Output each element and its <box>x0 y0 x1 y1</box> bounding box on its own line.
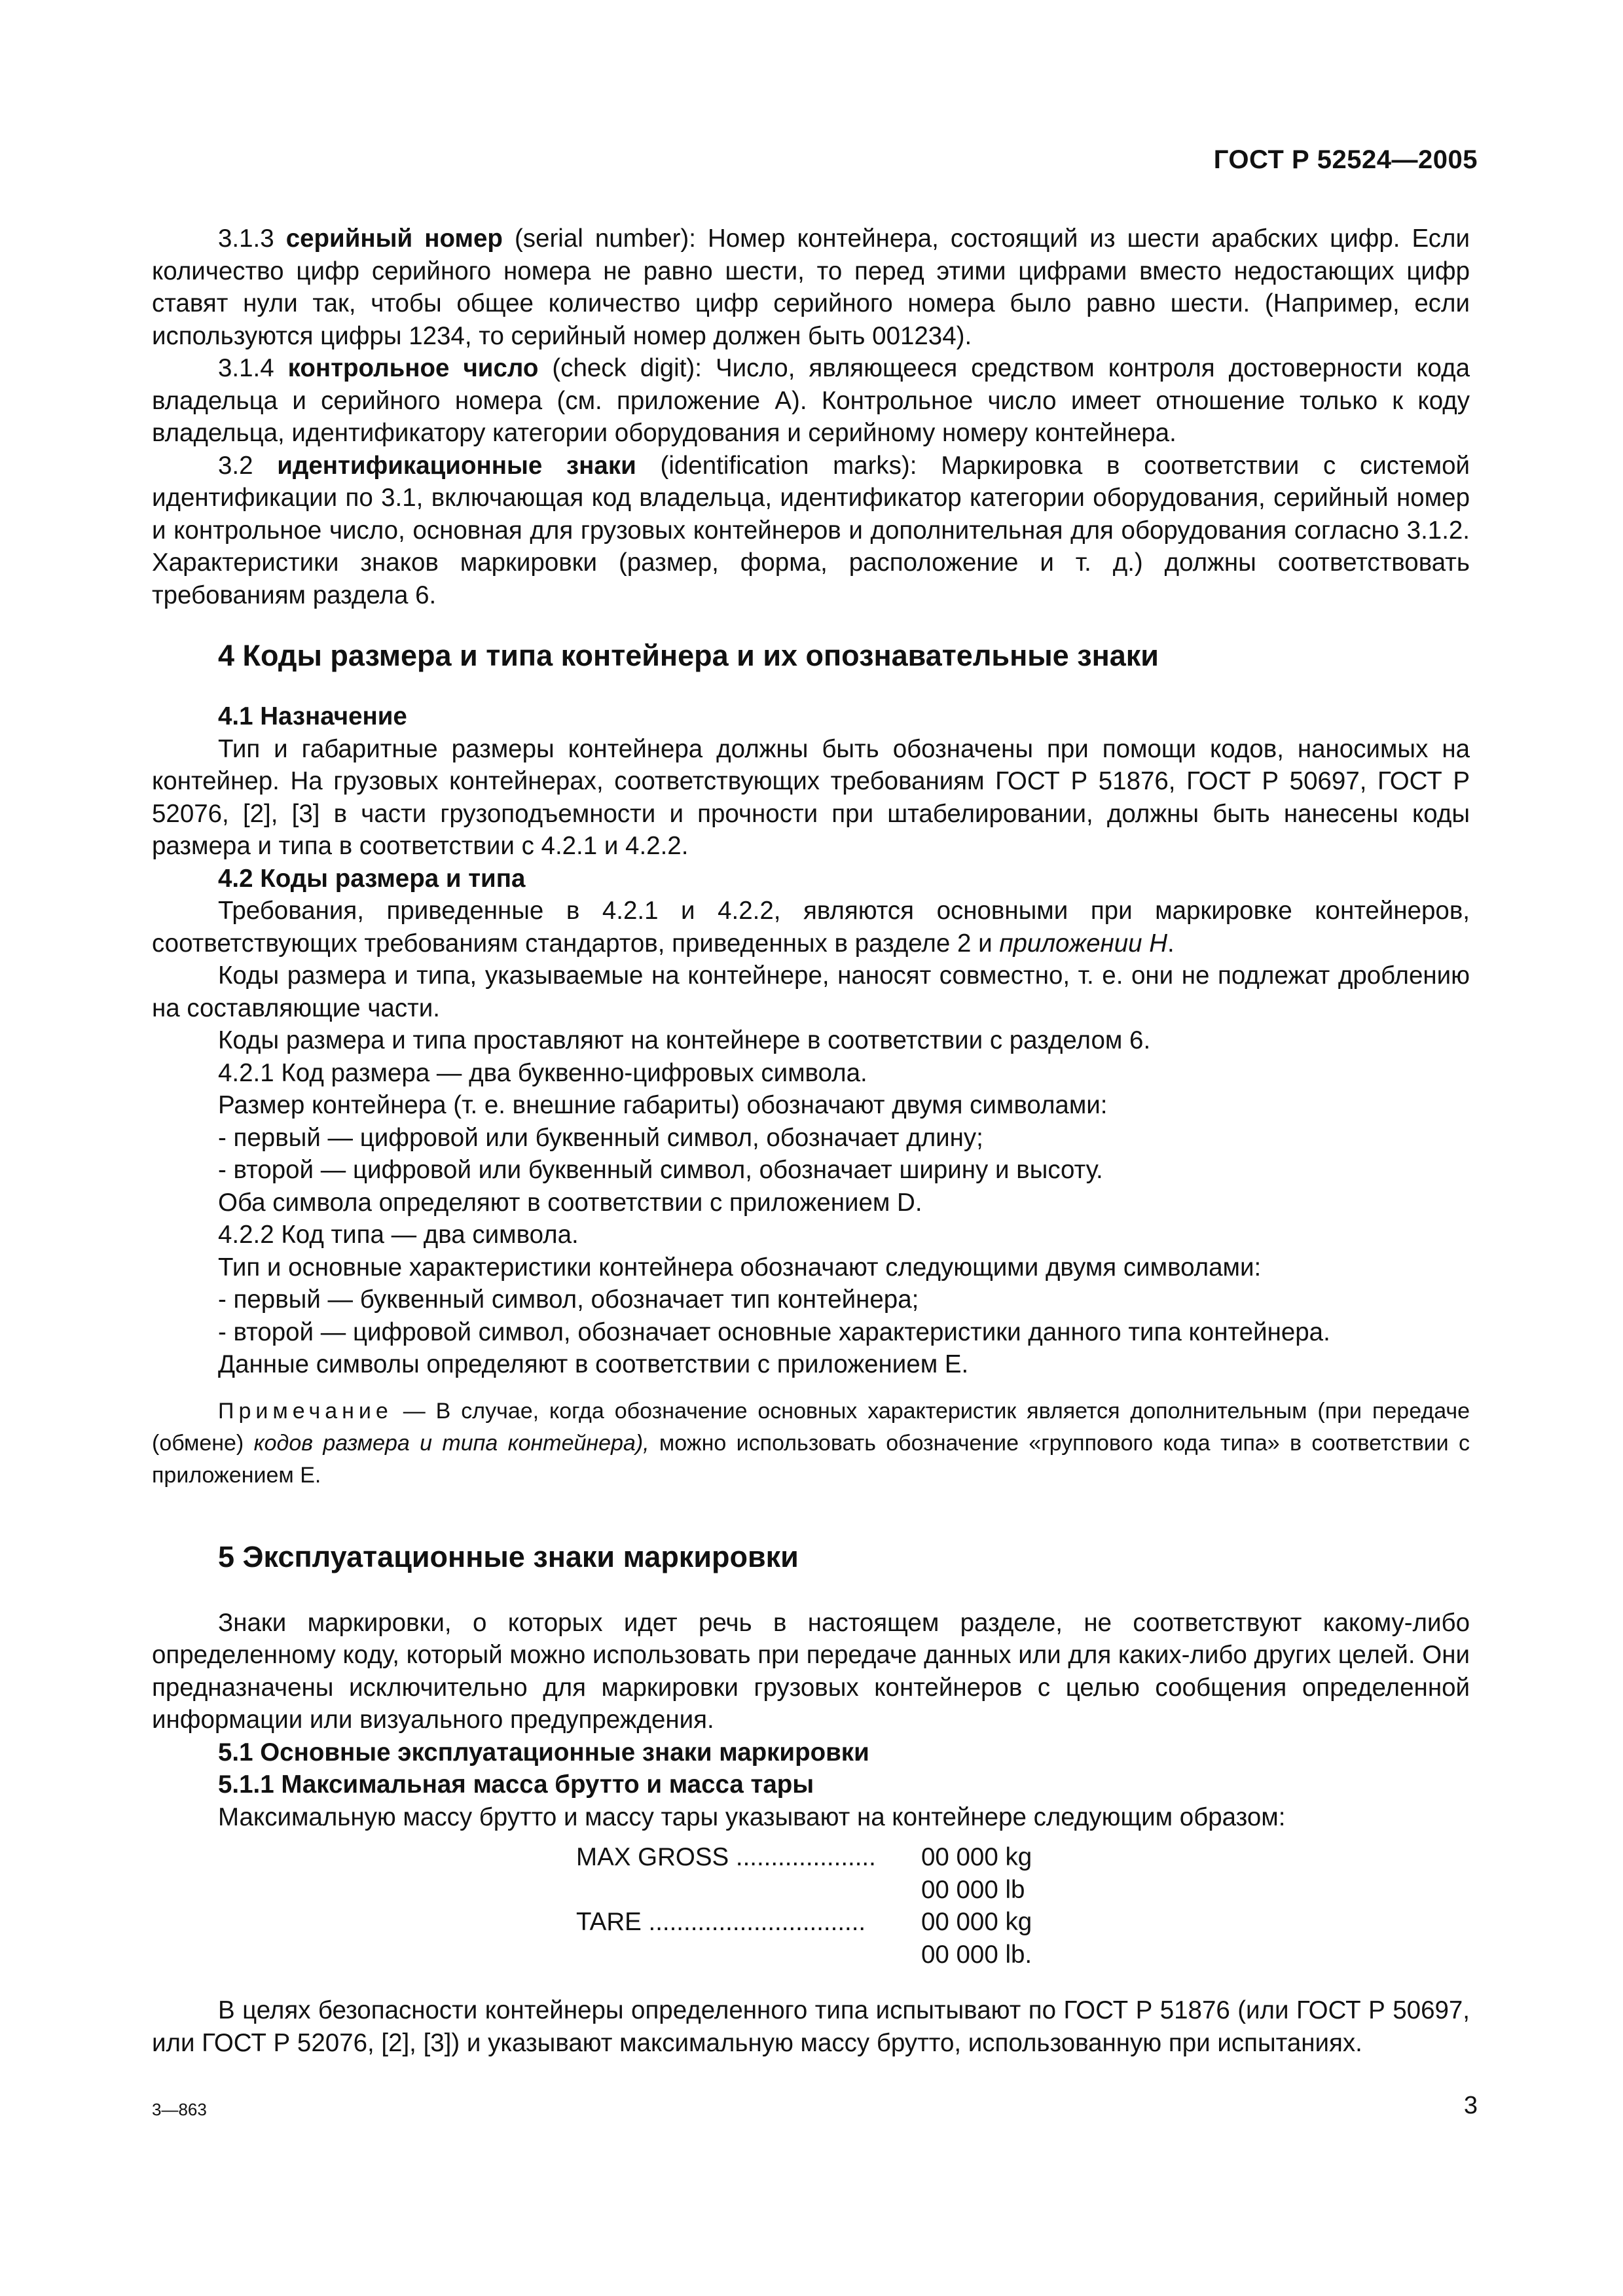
clause-4-2-2-text: Тип и основные характеристики контейнера обозначают следующими двумя символами: <box>218 1253 1262 1282</box>
paragraph-5-1-1: Максимальную массу брутто и массу тары указывают на контейнере следующим образом: <box>218 1803 1286 1831</box>
mass-value: 00 000 lb. <box>921 1940 1032 1969</box>
mass-value: 00 000 kg <box>921 1908 1032 1936</box>
note <box>152 1395 1470 1492</box>
note-text: — В случае, когда обозначение основных характеристик является дополнительным (при передаче (обмене) <box>152 1398 1470 1456</box>
subsection-5-1-1-title: 5.1.1 Максимальная масса брутто и масса тары <box>218 1770 814 1799</box>
subsection-4-2-heading <box>152 863 1470 895</box>
clause-4-2-1-annex-ref: Оба символа определяют в соответствии с приложением D. <box>218 1188 922 1217</box>
standard-code-header: ГОСТ Р 52524—2005 <box>1213 145 1478 174</box>
definition-text: (serial number): Номер контейнера, состоящий из шести арабских цифр. Если количество цифр серийного номера не равно шести, то перед этими цифрами вместо недостающих цифр ставят нули так, чтобы общее количество цифр серийного номера было равно шести. (Например, если используются цифры 1234, то серийный номер должен быть 001234). <box>152 224 1470 350</box>
paragraph-text: Требования, приведенные в 4.2.1 и 4.2.2, являются основными при маркировке контейнеров, соответствующих требованиям стандартов, приведенных в разделе 2 и <box>152 897 1470 958</box>
paragraph-4-1: Тип и габаритные размеры контейнера должны быть обозначены при помощи кодов, наносимых на контейнер. На грузовых контейнерах, соответствующих требованиям ГОСТ Р 51876, ГОСТ Р 50697, ГОСТ Р 52076, [2], [3] в части грузоподъемности и прочности при штабелировании, должны быть нанесены коды размера и типа в соответствии с 4.2.1 и 4.2.2. <box>152 734 1470 860</box>
list-item: - первый — буквенный символ, обозначает тип контейнера; <box>218 1285 919 1314</box>
paragraph-text: . <box>1167 929 1175 958</box>
subsection-5-1-title: 5.1 Основные эксплуатационные знаки маркировки <box>218 1738 869 1767</box>
paragraph-3-1-4 <box>152 352 1470 450</box>
term-identification-marks: идентификационные знаки <box>277 451 636 480</box>
section-5-heading: 5 Эксплуатационные знаки маркировки <box>218 1539 799 1573</box>
definition-text: (identification marks): Маркировка в соответствии с системой идентификации по 3.1, включающая код владельца, идентификатор категории оборудования, серийный номер и контрольное число, основная для грузовых контейнеров и дополнительная для оборудования согласно 3.1.2. Характеристики знаков маркировки (размер, форма, расположение и т. д.) должны соответствовать требованиям раздела 6. <box>152 451 1470 609</box>
mass-label <box>576 1939 921 1971</box>
table-row <box>576 1874 1032 1907</box>
note-text: можно использовать обозначение «группового кода типа» в соответствии с приложением Е. <box>152 1430 1470 1488</box>
paragraph-3-1-3 <box>152 223 1470 352</box>
page-content <box>152 223 1470 2059</box>
term-serial-number: серийный номер <box>285 224 503 253</box>
paragraph-4-2-3: Коды размера и типа проставляют на контейнере в соответствии с разделом 6. <box>218 1026 1151 1054</box>
clause-number: 3.2 <box>218 451 278 480</box>
mass-value: 00 000 lb <box>921 1875 1025 1904</box>
section-4-heading: 4 Коды размера и типа контейнера и их опознавательные знаки <box>218 639 1159 672</box>
note-emphasis: кодов размера и типа контейнера), <box>253 1430 649 1456</box>
term-check-digit: контрольное число <box>287 354 539 382</box>
annex-reference: приложении Н <box>999 929 1168 958</box>
subsection-5-1-1-heading <box>152 1768 1470 1801</box>
table-row <box>576 1906 1032 1939</box>
table-row <box>576 1841 1032 1874</box>
clause-4-2-2-title: 4.2.2 Код типа — два символа. <box>218 1221 579 1249</box>
clause-number: 3.1.3 <box>218 224 286 253</box>
definition-text: (check digit): Число, являющееся средством контроля достоверности кода владельца и серийного номера (см. приложение А). Контрольное число имеет отношение только к коду владельца, идентификатору категории оборудования и серийному номеру контейнера. <box>152 354 1470 447</box>
paragraph-closing: В целях безопасности контейнеры определенного типа испытывают по ГОСТ Р 51876 (или ГОСТ Р 50697, или ГОСТ Р 52076, [2], [3]) и указывают максимальную массу брутто, использованную при испытаниях. <box>152 1996 1470 2057</box>
subsection-5-1-heading <box>152 1736 1470 1769</box>
mass-value: 00 000 kg <box>921 1843 1032 1871</box>
mass-marking-table <box>576 1841 1032 1971</box>
page-number: 3 <box>1463 2092 1478 2119</box>
subsection-4-1-title: 4.1 Назначение <box>218 702 407 730</box>
list-item: - второй — цифровой или буквенный символ, обозначает ширину и высоту. <box>218 1156 1103 1184</box>
note-label: Примечание <box>218 1398 393 1424</box>
subsection-4-1-heading <box>152 700 1470 733</box>
clause-number: 3.1.4 <box>218 354 288 382</box>
table-row <box>576 1939 1032 1971</box>
list-item: - первый — цифровой или буквенный символ, обозначает длину; <box>218 1123 983 1152</box>
mass-label <box>576 1874 921 1907</box>
mass-label: TARE ............................... <box>576 1908 866 1936</box>
list-item: - второй — цифровой символ, обозначает основные характеристики данного типа контейнера. <box>218 1318 1330 1346</box>
paragraph-4-2-1 <box>152 895 1470 960</box>
paragraph-4-2-2: Коды размера и типа, указываемые на контейнере, наносят совместно, т. е. они не подлежат дроблению на составляющие части. <box>152 961 1470 1022</box>
paragraph-3-2 <box>152 450 1470 612</box>
footer-print-code: 3—863 <box>152 2100 207 2119</box>
subsection-4-2-title: 4.2 Коды размера и типа <box>218 864 526 893</box>
section-5-intro: Знаки маркировки, о которых идет речь в настоящем разделе, не соответствуют какому-либо определенному коду, который можно использовать при передаче данных или для каких-либо других целей. Они предназначены исключительно для маркировки грузовых контейнеров с целью сообщения определенной информации или визуального предупреждения. <box>152 1608 1470 1734</box>
clause-4-2-1-text: Размер контейнера (т. е. внешние габариты) обозначают двумя символами: <box>218 1091 1108 1119</box>
clause-4-2-2-annex-ref: Данные символы определяют в соответствии с приложением Е. <box>218 1350 969 1378</box>
clause-4-2-1-title: 4.2.1 Код размера — два буквенно-цифровых символа. <box>218 1058 867 1087</box>
mass-label: MAX GROSS .................... <box>576 1843 876 1871</box>
